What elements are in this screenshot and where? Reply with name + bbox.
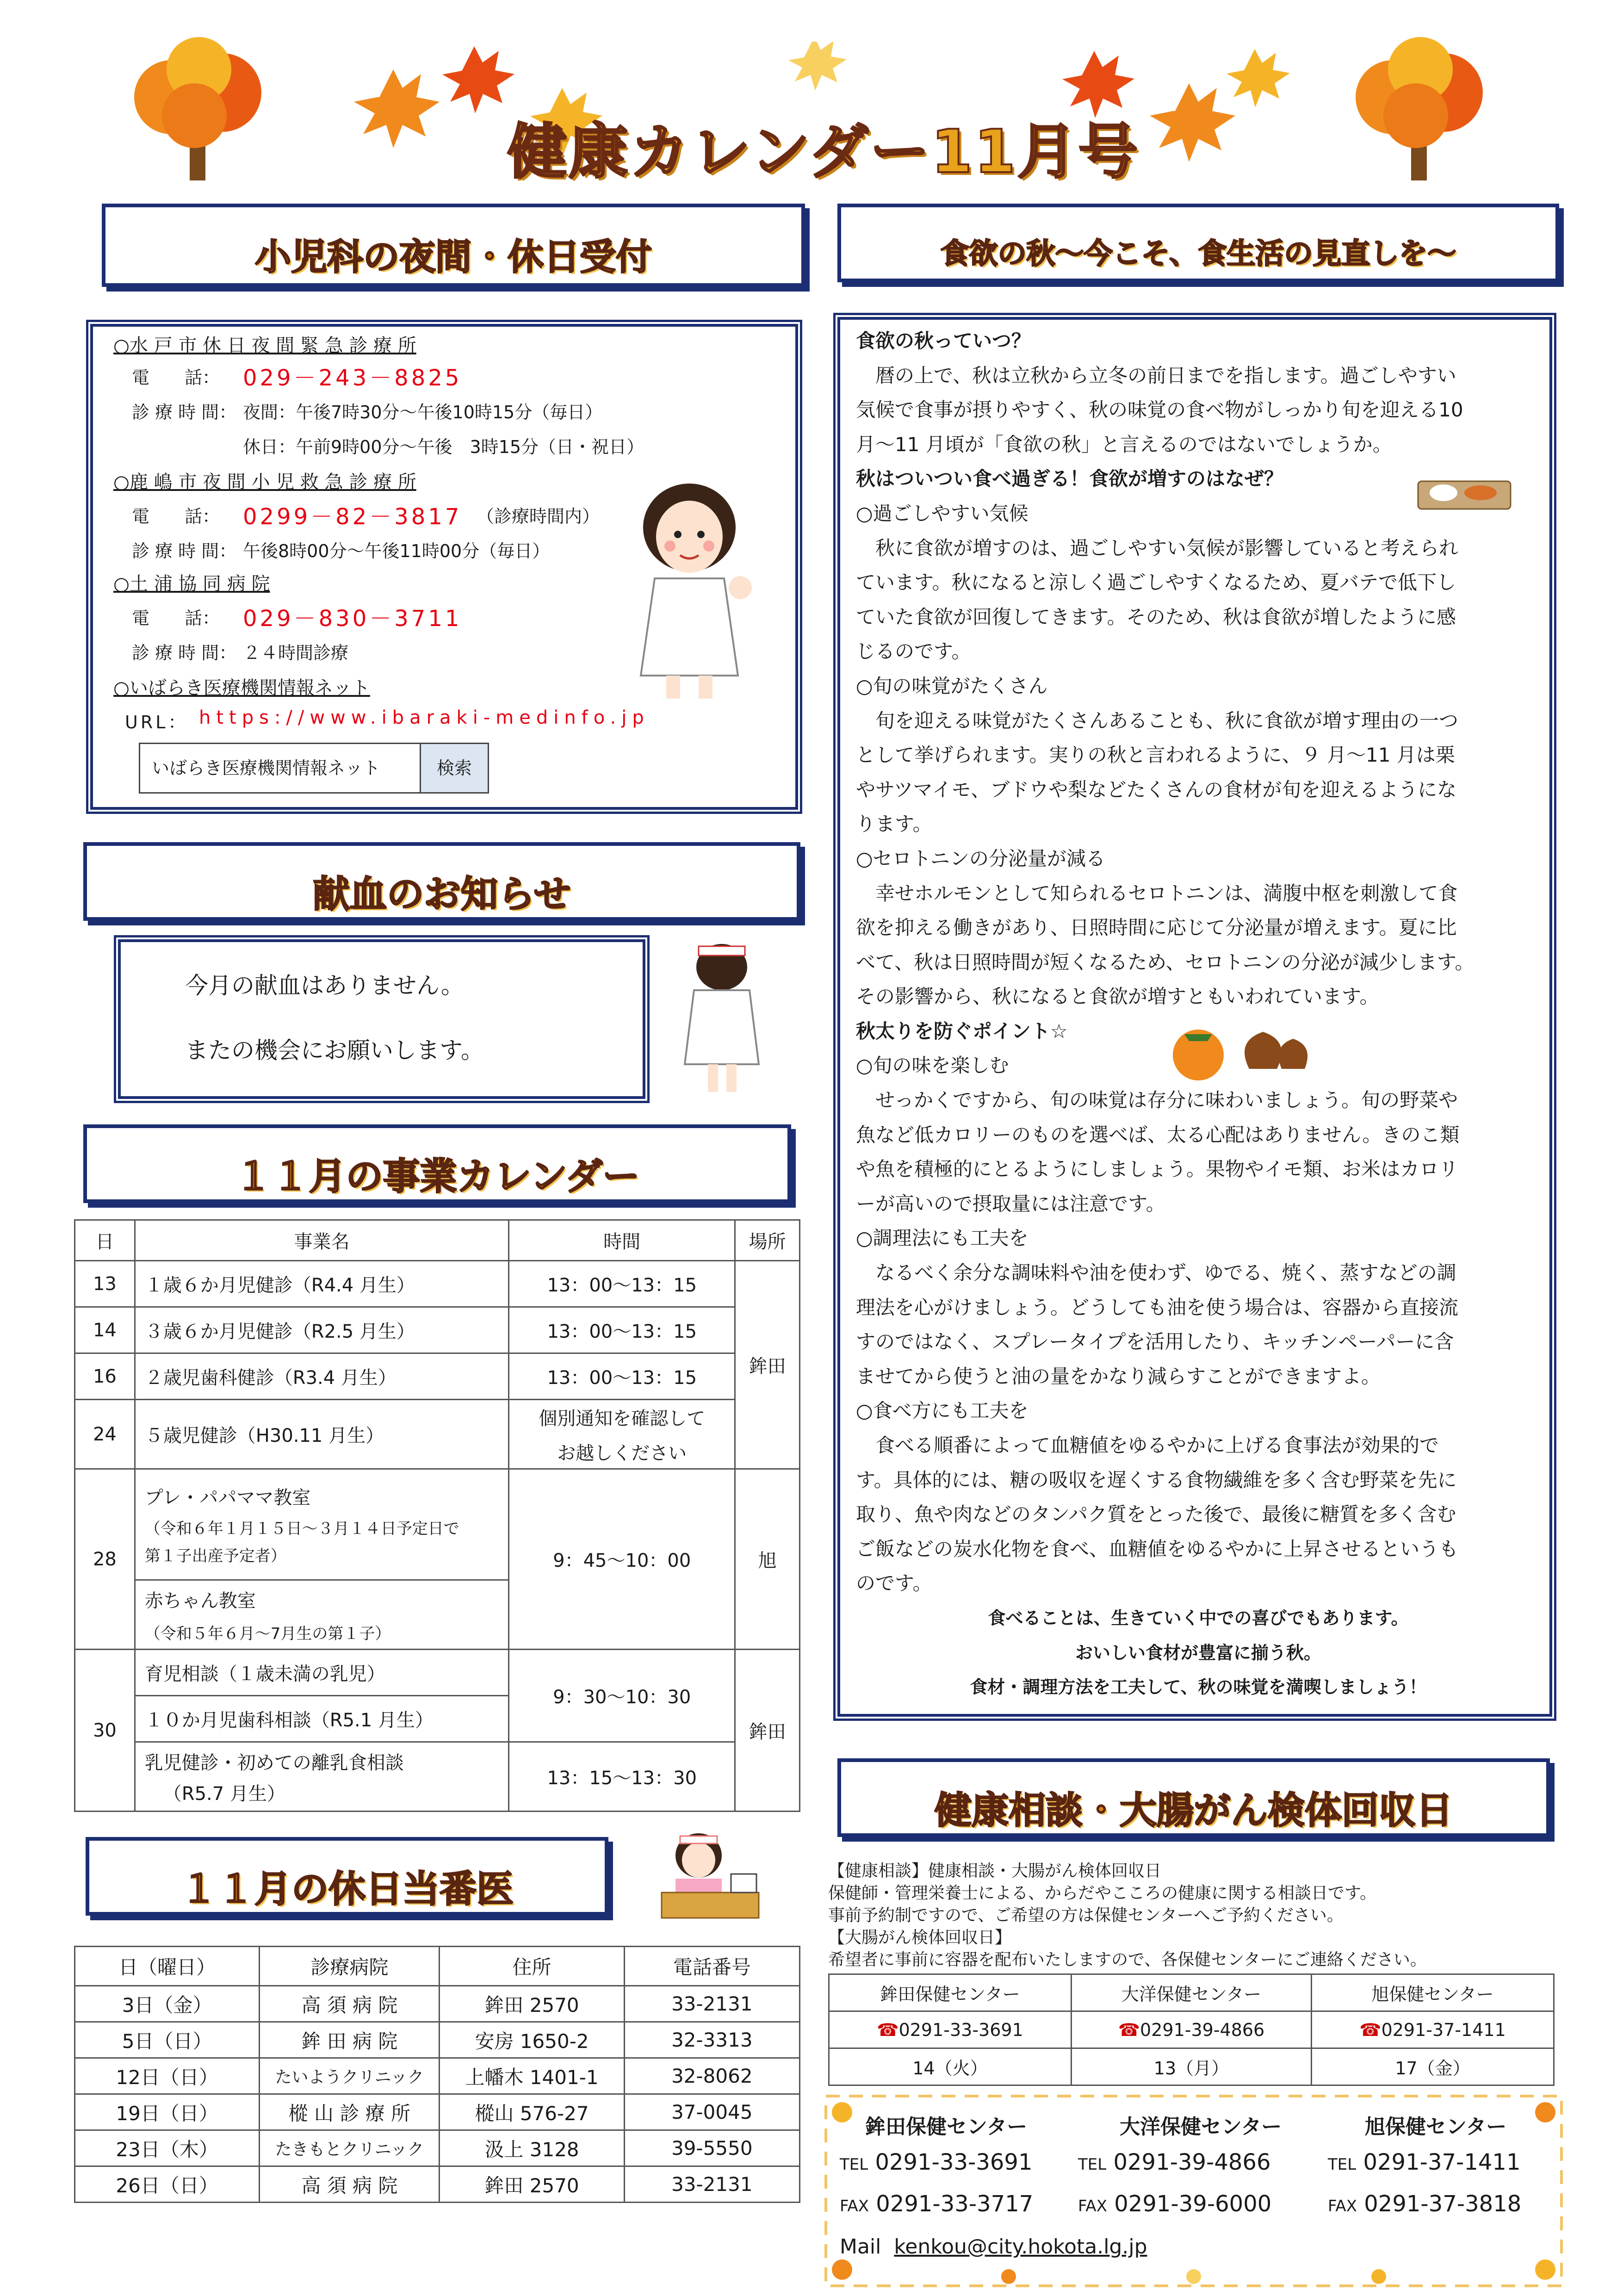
clinic1-name: ○水 戸 市 休 日 夜 間 緊 急 診 療 所 [113,335,416,356]
hol-hospital: 高 須 病 院 [260,1986,440,2022]
clinic1-tel-label: 電 話： [132,367,220,388]
consult-tel: 0291-39-4866 [1140,2019,1265,2040]
hol-date: 5日（日） [75,2022,260,2058]
cal-time: 9：45～10：00 [509,1469,735,1650]
article-line: なるべく余分な調味料や油を使わず、ゆでる、焼く、蒸すなどの調 [856,1261,1456,1285]
cal-day: 28 [75,1469,135,1650]
holiday-duty-table [74,1946,800,2203]
mail-label: Mail [840,2235,881,2259]
clinic2-hours-label: 診 療 時 間： [132,541,237,561]
calendar-heading: １１月の事業カレンダー [235,1155,640,1198]
footer-tel-row [1078,2149,1271,2175]
cal-event-cell [135,1580,508,1650]
article-heading: 食欲の秋っていつ？ [856,329,1031,352]
article-line: 食べる順番によって血糖値をゆるやかに上げる食事法が効果的で [856,1434,1439,1457]
cal-header-name: 事業名 [135,1220,508,1261]
fax-label: FAX [1078,2197,1107,2215]
article-line: やサツマイモ、ブドウや梨などたくさんの食材が旬を迎えるようにな [856,778,1457,801]
cal-time-line1: 個別通知を確認して [539,1408,706,1429]
article-closing: 食べることは、生きていく中での喜びでもあります。 [988,1607,1409,1628]
business-calendar-table [74,1219,800,1812]
hol-hospital: たきもとクリニック [260,2130,440,2166]
cal-time: 13：00～13：15 [509,1261,735,1307]
cal-day: 13 [75,1261,135,1307]
article-line: 暦の上で、秋は立秋から立冬の前日までを指します。過ごしやすい [856,364,1456,387]
consult-date: 14（火） [829,2048,1072,2085]
article-line: 魚など低カロリーのものを選べば、太る心配はありません。きのこ類 [856,1123,1460,1146]
pediatric-banner [102,204,805,287]
phone-icon: ☎ [877,2019,899,2040]
clinic2-hours: 午後8時00分～午後11時00分（毎日） [243,541,550,561]
cal-header-time: 時間 [509,1220,735,1261]
footer-tel: 0291-33-3691 [875,2149,1033,2175]
cal-time: 13：00～13：15 [509,1353,735,1400]
hol-address: 鉾田 2570 [440,2166,624,2203]
appetite-heading: 食欲の秋～今こそ、食生活の見直しを～ [940,236,1456,270]
clinic1-tel: 029－243－8825 [243,365,462,391]
article-line: 月～11 月頃が「食欲の秋」と言えるのではないでしょうか。 [856,433,1392,456]
cal-day: 14 [75,1307,135,1353]
net-name: ○いばらき医療機関情報ネット [113,677,370,699]
footer-center-name: 旭保健センター [1365,2115,1507,2139]
article-heading: 秋はついつい食べ過ぎる！食欲が増すのはなぜ？ [856,467,1284,490]
hol-header: 診療病院 [260,1947,440,1986]
cal-event: ３歳６か月児健診（R2.5 月生） [135,1307,508,1353]
consult-table [828,1973,1555,2086]
article-line: 旬を迎える味覚がたくさんあることも、秋に食欲が増す理由の一つ [856,709,1459,732]
cal-place: 鉾田 [735,1650,800,1812]
cal-place: 鉾田 [735,1261,800,1469]
cal-event-title: プレ・パパママ教室 [144,1487,311,1508]
article-line: 理法を心がけましょう。どうしても油を使う場合は、容器から直接流 [856,1296,1459,1319]
article-line: ーが高いので摂取量には注意です。 [856,1192,1165,1215]
cal-event: 育児相談（１歳未満の乳児） [135,1650,508,1696]
clinic3-tel: 029－830－3711 [243,606,462,632]
hol-phone: 37-0045 [624,2094,799,2130]
consult-line: 【大腸がん検体回収日】 [828,1928,1012,1947]
clinic2-tel-label: 電 話： [132,506,220,527]
consult-line: 保健師・管理栄養士による、からだやこころの健康に関する相談日です。 [828,1884,1377,1903]
hol-phone: 32-3313 [624,2022,799,2058]
appetite-banner [837,204,1559,282]
hol-hospital: たいようクリニック [260,2058,440,2094]
clinic2-tel: 0299－82－3817 [243,504,462,530]
consult-tel-cell [1311,2011,1554,2048]
clinic3-name: ○土 浦 協 同 病 院 [113,573,270,595]
footer-fax-row [840,2191,1033,2217]
search-input[interactable]: いばらき医療機関情報ネット [139,743,421,794]
hol-hospital: 鉾 田 病 院 [260,2022,440,2058]
consult-banner [837,1758,1550,1837]
cal-event-note: （令和５年６月～7月生の第１子） [144,1624,391,1643]
hol-date: 19日（日） [75,2094,260,2130]
clinic3-hours: ２４時間診療 [243,643,349,663]
cal-event: １０か月児歯科相談（R5.1 月生） [135,1696,508,1742]
cal-event: ５歳児健診（H30.11 月生） [135,1400,508,1469]
tel-label: TEL [1328,2155,1357,2174]
article-line: 取り、魚や肉などのタンパク質をとった後で、最後に糖質を多く含む [856,1503,1456,1526]
article-line: ませてから使うと油の量をかなり減らすことができますよ。 [856,1365,1381,1388]
hol-address: 上幡木 1401-1 [440,2058,624,2094]
footer-tel-row [840,2149,1033,2175]
consult-info [828,1860,1555,1971]
article-line: ります。 [856,813,932,836]
cal-place: 旭 [735,1469,800,1650]
consult-heading: 健康相談・大腸がん検体回収日 [935,1789,1453,1832]
footer-center-name: 大洋保健センター [1120,2115,1282,2139]
hol-hospital: 高 須 病 院 [260,2166,440,2203]
article-line: のです。 [856,1572,932,1595]
article-line: せっかくですから、旬の味覚は存分に味わいましょう。旬の野菜や [856,1089,1458,1112]
consult-center: 鉾田保健センター [829,1974,1072,2011]
consult-tel: 0291-33-3691 [898,2019,1023,2040]
footer-tel: 0291-39-4866 [1113,2149,1271,2175]
article-subheading: ○旬の味を楽しむ [856,1054,1009,1077]
cal-time-cell [509,1400,735,1469]
clinic2-name: ○鹿 嶋 市 夜 間 小 児 救 急 診 療 所 [113,472,416,493]
consult-date: 17（金） [1311,2048,1554,2085]
holiday-banner [86,1837,608,1916]
article-line: じるのです。 [856,640,971,663]
clinic3-hours-label: 診 療 時 間： [132,643,237,663]
fax-label: FAX [840,2197,869,2215]
cal-day: 24 [75,1400,135,1469]
cal-event-cell [135,1469,508,1580]
article-line: べて、秋は日照時間が短くなるため、セロトニンの分泌が減少します。 [856,950,1474,974]
footer-fax: 0291-39-6000 [1114,2191,1272,2217]
hol-phone: 33-2131 [624,2166,799,2203]
blood-heading: 献血のお知らせ [313,873,571,916]
consult-tel-cell [1071,2011,1311,2048]
article-line: ご飯などの炭水化物を食べ、血糖値をゆるやかに上昇させるというも [856,1537,1459,1560]
cal-event-note: 第１子出産予定者） [144,1547,286,1565]
article-line: や魚を積極的にとるようにしましょう。果物やイモ類、お米はカロリ [856,1158,1459,1181]
footer-fax: 0291-33-3717 [876,2191,1034,2217]
hol-header: 電話番号 [624,1947,799,1986]
consult-center: 旭保健センター [1311,1974,1554,2011]
footer-fax: 0291-37-3818 [1364,2191,1522,2217]
footer-tel-row [1328,2149,1521,2175]
page-title: 健康カレンダー11月号 [508,118,1140,186]
blood-line1: 今月の献血はありません。 [185,972,464,999]
hol-phone: 32-8062 [624,2058,799,2094]
article-line: 幸せホルモンとして知られるセロトニンは、満腹中枢を刺激して食 [856,881,1458,905]
cal-event-cell [135,1742,508,1812]
hol-address: 汲上 3128 [440,2130,624,2166]
article-line: として挙げられます。実りの秋と言われるように、９ 月～11 月は栗 [856,744,1455,767]
article-subheading: ○調理法にも工夫を [856,1227,1028,1250]
footer-fax-row [1078,2191,1271,2217]
cal-event-title: 赤ちゃん教室 [144,1590,256,1612]
cal-event-sub: （R5.7 月生） [163,1783,285,1805]
autumn-tree-right-icon [1342,32,1499,190]
cal-event-note: （令和６年１月１５日～３月１４日予定日で [144,1520,459,1538]
hol-date: 26日（日） [75,2166,260,2203]
clinic1-hours-label: 診 療 時 間： [132,402,237,422]
consult-tel-cell [829,2011,1072,2048]
hol-phone: 33-2131 [624,1986,799,2022]
article-line: ています。秋になると涼しく過ごしやすくなるため、夏バテで低下し [856,571,1456,594]
article-subheading: ○旬の味覚がたくさん [856,674,1048,697]
hol-address: 樅山 576-27 [440,2094,624,2130]
nurse-illustration-icon [615,481,763,708]
footer-mail-row [840,2235,1147,2259]
blood-box [118,939,645,1099]
cal-time: 13：15～13：30 [509,1742,735,1812]
autumn-tree-left-icon [120,32,278,190]
article-line: その影響から、秋になると食欲が増すともいわれています。 [856,985,1379,1008]
hol-phone: 39-5550 [624,2130,799,2166]
hol-header: 日（曜日） [75,1947,260,1986]
article-line: すのではなく、スプレータイプを活用したり、キッチンペーパーに含 [856,1330,1454,1353]
tel-label: TEL [840,2155,868,2174]
hol-address: 安房 1650-2 [440,2022,624,2058]
article-subheading: ○セロトニンの分泌量が減る [856,847,1105,870]
appetite-article [856,324,1541,1705]
article-closing: 食材・調理方法を工夫して、秋の味覚を満喫しましょう！ [970,1677,1427,1698]
net-url-label: URL： [125,712,189,732]
cal-event: １歳６か月児健診（R4.4 月生） [135,1261,508,1307]
consult-center: 大洋保健センター [1071,1974,1311,2011]
cal-day: 30 [75,1650,135,1812]
hol-header: 住所 [440,1947,624,1986]
cal-time: 13：00～13：15 [509,1307,735,1353]
receptionist-icon [657,1828,763,1920]
cal-header-day: 日 [75,1220,135,1261]
article-line: 秋に食欲が増すのは、過ごしやすい気候が影響していると考えられ [856,536,1459,559]
hol-date: 23日（木） [75,2130,260,2166]
blood-line2: またの機会にお願いします。 [185,1037,484,1064]
consult-line: 希望者に事前に容器を配布いたしますので、各保健センターにご連絡ください。 [828,1950,1427,1969]
hol-date: 12日（日） [75,2058,260,2094]
net-url-link[interactable]: https://www.ibaraki-medinfo.jp [199,707,650,728]
article-line: 気候で食事が摂りやすく、秋の味覚の食べ物がしっかり旬を迎える10 [856,398,1463,422]
footer-fax-row [1328,2191,1521,2217]
footer-tel: 0291-37-1411 [1363,2149,1521,2175]
clinic3-tel-label: 電 話： [132,608,220,628]
cal-event: ２歳児歯科健診（R3.4 月生） [135,1353,508,1400]
consult-tel: 0291-37-1411 [1381,2019,1506,2040]
pediatric-heading: 小児科の夜間・休日受付 [254,236,652,278]
hol-address: 鉾田 2570 [440,1986,624,2022]
search-button[interactable]: 検索 [420,743,489,794]
footer-mail-link[interactable]: kenkou@city.hokota.lg.jp [894,2235,1147,2259]
article-line: 欲を抑える働きがあり、日照時間に応じて分泌量が増えます。夏に比 [856,916,1457,939]
cal-time: 9：30～10：30 [509,1650,735,1742]
cal-event-title: 乳児健診・初めての離乳食相談 [144,1752,404,1774]
phone-icon: ☎ [1359,2019,1381,2040]
blood-banner [83,842,800,921]
clinic1-hours1: 夜間：午後7時30分～午後10時15分（毎日） [243,402,603,422]
cal-header-place: 場所 [735,1220,800,1261]
cal-time-line2: お越しください [557,1442,687,1464]
phone-icon: ☎ [1118,2019,1140,2040]
article-heading: 秋太りを防ぐポイント☆ [856,1019,1068,1043]
article-subheading: ○過ごしやすい気候 [856,502,1028,525]
article-line: ていた食欲が回復してきます。そのため、秋は食欲が増したように感 [856,605,1456,628]
consult-date: 13（月） [1071,2048,1311,2085]
hol-date: 3日（金） [75,1986,260,2022]
cal-day: 16 [75,1353,135,1400]
footer-center-name: 鉾田保健センター [865,2115,1028,2139]
article-subheading: ○食べ方にも工夫を [856,1399,1028,1422]
clinic2-tel-note: （診療時間内） [477,506,600,527]
holiday-heading: １１月の休日当番医 [180,1868,514,1911]
bowing-nurse-icon [675,939,768,1106]
tel-label: TEL [1078,2155,1107,2174]
article-closing: おいしい食材が豊富に揃う秋。 [1075,1642,1321,1663]
calendar-banner [83,1124,791,1203]
consult-line: 事前予約制ですので、ご希望の方は保健センターへご予約ください。 [828,1906,1344,1925]
article-line: す。具体的には、糖の吸収を遅くする食物繊維を多く含む野菜を先に [856,1468,1457,1491]
fax-label: FAX [1328,2197,1357,2215]
consult-line: 【健康相談】健康相談・大腸がん検体回収日 [828,1862,1162,1880]
hol-hospital: 樅 山 診 療 所 [260,2094,440,2130]
clinic1-hours2: 休日：午前9時00分～午後 3時15分（日・祝日） [243,437,644,457]
